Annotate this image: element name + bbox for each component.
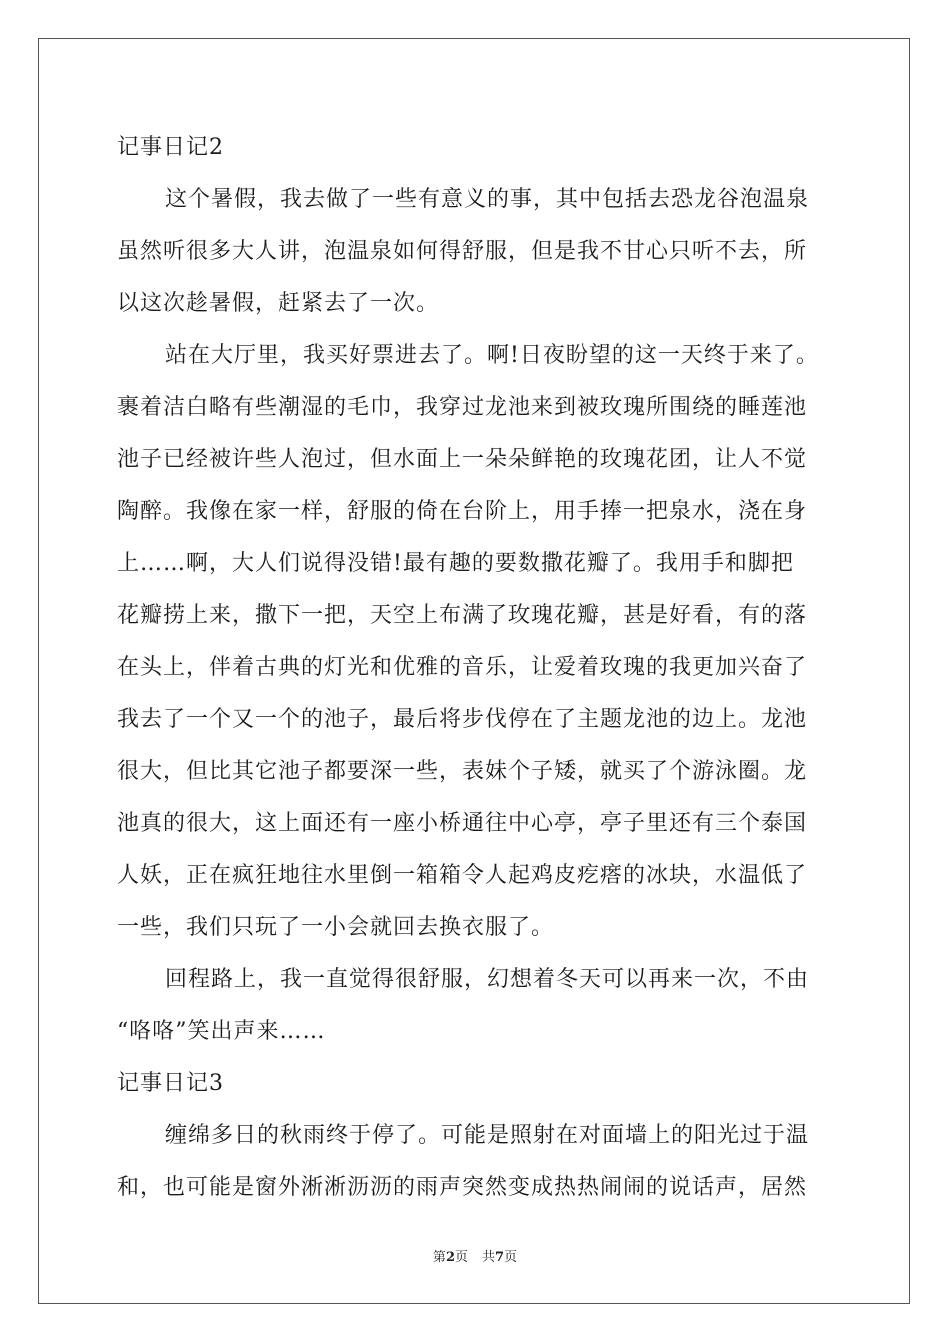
text-line: 虽然听很多大人讲，泡温泉如何得舒服，但是我不甘心只听不去，所 xyxy=(117,239,808,264)
text-line: 这个暑假，我去做了一些有意义的事，其中包括去恐龙谷泡温泉 xyxy=(165,187,810,212)
text-line: 花瓣捞上来，撒下一把，天空上布满了玫瑰花瓣，甚是好看，有的落 xyxy=(117,603,808,628)
text-line: 记事日记3 xyxy=(117,1071,224,1096)
text-line: 以这次趁暑假，赶紧去了一次。 xyxy=(117,291,440,316)
text-line: 上……啊，大人们说得没错!最有趣的要数撒花瓣了。我用手和脚把 xyxy=(117,551,794,576)
page-footer xyxy=(0,1246,950,1265)
text-line: 陶醉。我像在家一样，舒服的倚在台阶上，用手捧一把泉水，浇在身 xyxy=(117,499,808,524)
text-line: 一些，我们只玩了一小会就回去换衣服了。 xyxy=(117,915,555,940)
document-body xyxy=(117,122,837,1214)
text-line: 缠绵多日的秋雨终于停了。可能是照射在对面墙上的阳光过于温 xyxy=(165,1123,810,1148)
text-line: 人妖，正在疯狂地往水里倒一箱箱令人起鸡皮疙瘩的冰块，水温低了 xyxy=(117,863,808,888)
current-page-number: 2 xyxy=(445,1250,455,1265)
text-line: 我去了一个又一个的池子，最后将步伐停在了主题龙池的边上。龙池 xyxy=(117,707,808,732)
text-line: 站在大厅里，我买好票进去了。啊!日夜盼望的这一天终于来了。 xyxy=(165,343,819,368)
text-line: 裹着洁白略有些潮湿的毛巾，我穿过龙池来到被玫瑰所围绕的睡莲池 xyxy=(117,395,808,420)
text-line: 记事日记2 xyxy=(117,135,224,160)
text-line: 回程路上，我一直觉得很舒服，幻想着冬天可以再来一次，不由 xyxy=(165,967,810,992)
text-line: 很大，但比其它池子都要深一些，表妹个子矮，就买了个游泳圈。龙 xyxy=(117,759,808,784)
page-suffix: 页 xyxy=(454,1250,468,1265)
text-line: 在头上，伴着古典的灯光和优雅的音乐，让爱着玫瑰的我更加兴奋了 xyxy=(117,655,808,680)
text-line: 池子已经被许些人泡过，但水面上一朵朵鲜艳的玫瑰花团，让人不觉 xyxy=(117,447,808,472)
total-suffix: 页 xyxy=(504,1250,518,1265)
total-page-number: 7 xyxy=(495,1250,505,1265)
text-line: 和，也可能是窗外淅淅沥沥的雨声突然变成热热闹闹的说话声，居然 xyxy=(117,1175,808,1200)
text-line: 池真的很大，这上面还有一座小桥通往中心亭，亭子里还有三个泰国 xyxy=(117,811,808,836)
text-line: “咯咯”笑出声来…… xyxy=(117,1019,326,1044)
total-prefix: 共 xyxy=(482,1250,496,1265)
page-prefix: 第 xyxy=(432,1250,446,1265)
